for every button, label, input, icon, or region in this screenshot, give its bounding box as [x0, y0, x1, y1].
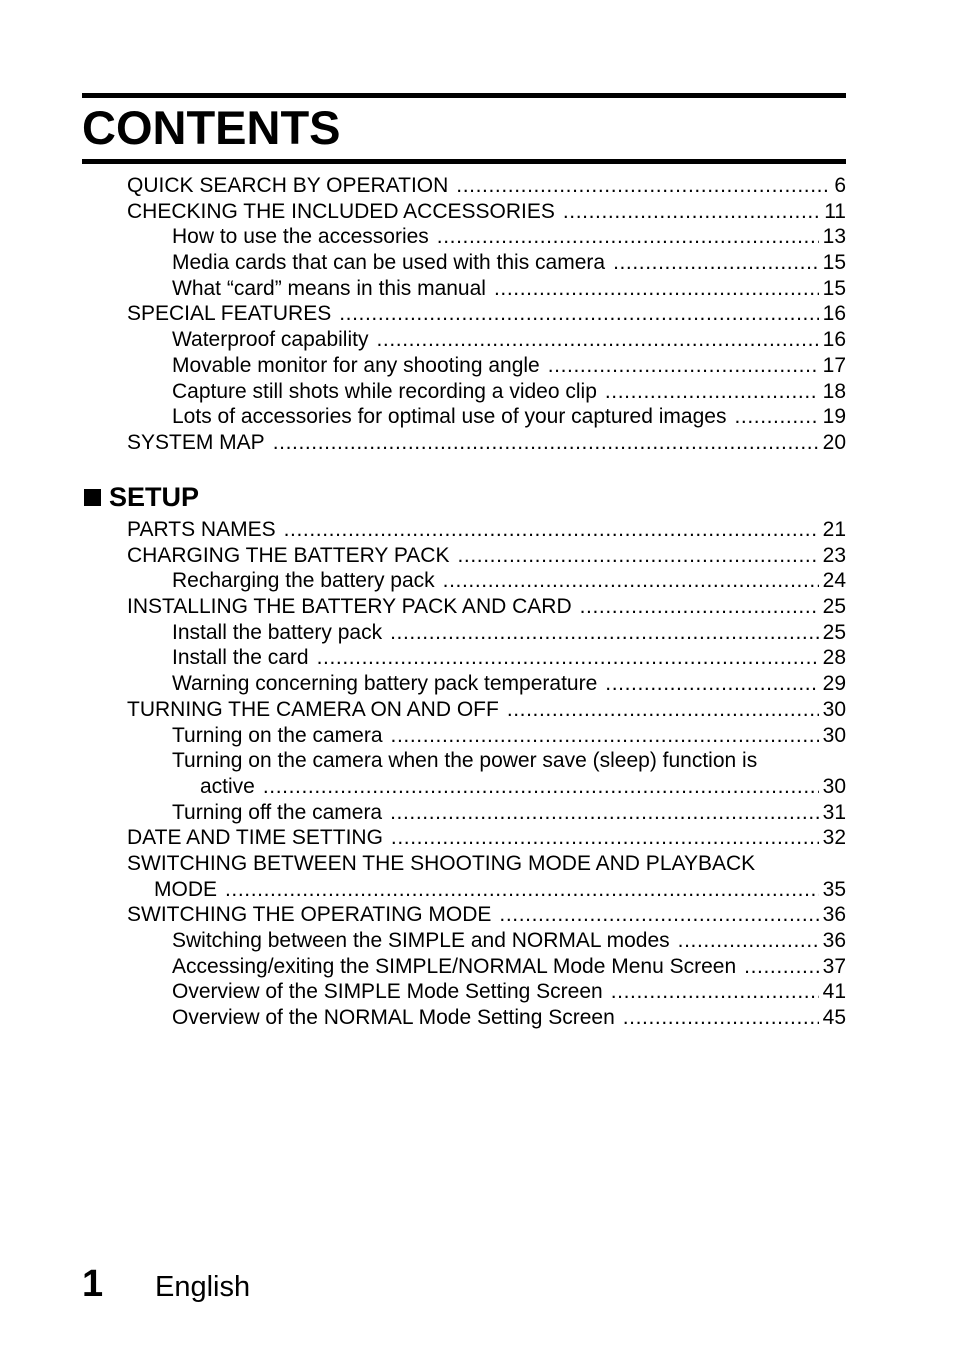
toc-entry-page: 16	[822, 328, 846, 352]
dot-leader	[443, 568, 819, 594]
toc-entry-title: Turning on the camera when the power save (sleep) function is	[172, 749, 758, 773]
toc-entry-title: DATE AND TIME SETTING	[127, 826, 383, 850]
dot-leader	[605, 671, 818, 697]
dot-leader	[273, 430, 819, 456]
dot-leader	[580, 594, 819, 620]
dot-leader	[457, 543, 818, 569]
toc-entry[interactable]	[0, 430, 954, 456]
toc-entry-title: Capture still shots while recording a video clip	[172, 379, 597, 403]
dot-leader	[563, 199, 820, 225]
toc-subentry[interactable]	[0, 645, 954, 671]
toc-entry-page: 41	[822, 980, 846, 1004]
toc-entry-page: 11	[824, 199, 846, 223]
toc-subentry[interactable]	[0, 250, 954, 276]
toc-entry-title: Turning off the camera	[172, 800, 383, 824]
toc-entry-page: 17	[822, 353, 846, 377]
toc-entry-page: 25	[822, 595, 846, 619]
toc-entry-title: SYSTEM MAP	[127, 430, 265, 454]
black-square-icon	[84, 489, 101, 506]
toc-entry-title: CHARGING THE BATTERY PACK	[127, 543, 450, 567]
toc-entry-title-cont: active	[200, 774, 255, 798]
dot-leader	[611, 979, 819, 1005]
toc-entry[interactable]	[0, 301, 954, 327]
toc-entry-wrapped[interactable]	[0, 851, 954, 877]
toc-entry-title: Install the battery pack	[172, 620, 383, 644]
dot-leader	[678, 928, 819, 954]
section-heading-setup	[84, 480, 199, 514]
toc-entry-page: 15	[822, 251, 846, 275]
toc-entry-title: SWITCHING BETWEEN THE SHOOTING MODE AND PLAYBACK	[127, 851, 756, 875]
language-label: English	[155, 1271, 251, 1303]
toc-entry-title: Waterproof capability	[172, 328, 369, 352]
toc-entry-title: Overview of the SIMPLE Mode Setting Screen	[172, 980, 603, 1004]
dot-leader	[613, 250, 819, 276]
toc-entry[interactable]	[0, 199, 954, 225]
toc-entry-continuation[interactable]	[0, 877, 954, 903]
dot-leader	[623, 1005, 819, 1031]
toc-entry[interactable]	[0, 825, 954, 851]
toc-entry-title: Switching between the SIMPLE and NORMAL modes	[172, 929, 670, 952]
toc-entry-page: 29	[822, 672, 846, 696]
toc-subentry-continuation[interactable]	[0, 774, 954, 800]
toc-entry-page: 15	[822, 276, 846, 300]
toc-entry-title: PARTS NAMES	[127, 518, 276, 541]
toc-subentry[interactable]	[0, 979, 954, 1005]
dot-leader	[605, 379, 819, 405]
toc-entry-title: Lots of accessories for optimal use of your captured images	[172, 405, 727, 429]
toc-entry-title: Recharging the battery pack	[172, 569, 435, 593]
toc-entry-page: 23	[822, 543, 846, 567]
toc-entry-title: TURNING THE CAMERA ON AND OFF	[127, 697, 499, 721]
toc-subentry[interactable]	[0, 379, 954, 405]
dot-leader	[744, 954, 819, 980]
toc-entry-title: INSTALLING THE BATTERY PACK AND CARD	[127, 595, 572, 619]
toc-entry-title: SWITCHING THE OPERATING MODE	[127, 903, 492, 927]
dot-leader	[391, 723, 819, 749]
toc-entry-title: QUICK SEARCH BY OPERATION	[127, 174, 449, 197]
toc-subentry-wrapped[interactable]	[0, 748, 954, 774]
toc-subentry[interactable]	[0, 620, 954, 646]
toc-subentry[interactable]	[0, 1005, 954, 1031]
toc-subentry[interactable]	[0, 723, 954, 749]
toc-entry-page: 30	[822, 697, 846, 721]
toc-entry-page: 31	[822, 800, 846, 824]
toc-subentry[interactable]	[0, 800, 954, 826]
toc-subentry[interactable]	[0, 327, 954, 353]
dot-leader	[390, 620, 819, 646]
toc-entry-title: Movable monitor for any shooting angle	[172, 353, 540, 377]
toc-entry-page: 19	[822, 405, 846, 429]
toc-entry-title-cont: MODE	[154, 877, 217, 901]
toc-entry-page: 18	[822, 379, 846, 403]
toc-subentry[interactable]	[0, 224, 954, 250]
toc-entry-title: Overview of the NORMAL Mode Setting Screen	[172, 1006, 615, 1030]
toc-entry-title: How to use the accessories	[172, 225, 429, 249]
dot-leader	[734, 404, 818, 430]
toc-subentry[interactable]	[0, 671, 954, 697]
dot-leader	[456, 173, 830, 199]
dot-leader	[317, 645, 819, 671]
toc-entry-page: 6	[834, 174, 846, 197]
toc-entry-page: 30	[822, 723, 846, 747]
title-top-rule	[82, 93, 846, 98]
toc-entry[interactable]	[0, 697, 954, 723]
toc-entry-page: 28	[822, 646, 846, 670]
toc-entry[interactable]	[0, 173, 954, 199]
toc-entry-page: 24	[822, 569, 846, 593]
dot-leader	[390, 800, 819, 826]
toc-entry-title: Accessing/exiting the SIMPLE/NORMAL Mode Menu Screen	[172, 954, 737, 978]
toc-entry-page: 35	[822, 877, 846, 901]
dot-leader	[225, 877, 819, 903]
toc-subentry[interactable]	[0, 404, 954, 430]
toc-entry-page: 20	[822, 430, 846, 454]
dot-leader	[339, 301, 818, 327]
toc-entry-page: 36	[822, 903, 846, 927]
page-number: 1	[82, 1263, 104, 1305]
toc-entry-page: 37	[822, 954, 846, 978]
toc-entry-title: What “card” means in this manual	[172, 276, 486, 300]
dot-leader	[376, 327, 818, 353]
toc-entry-page: 32	[822, 826, 846, 850]
toc-entry-page: 45	[822, 1006, 846, 1030]
toc-entry-title: Turning on the camera	[172, 723, 383, 747]
toc-entry-title: CHECKING THE INCLUDED ACCESSORIES	[127, 199, 555, 223]
toc-entry-page: 16	[822, 302, 846, 326]
page-title: CONTENTS	[82, 101, 341, 154]
toc-subentry[interactable]	[0, 928, 954, 954]
section-title: SETUP	[109, 482, 200, 512]
toc-entry-page: 21	[822, 518, 846, 541]
dot-leader	[263, 774, 819, 800]
toc-entry-page: 30	[822, 774, 846, 798]
title-bottom-rule	[82, 159, 846, 164]
toc-entry[interactable]	[0, 594, 954, 620]
dot-leader	[507, 697, 819, 723]
toc-entry-page: 13	[822, 225, 846, 249]
dot-leader	[494, 276, 819, 302]
toc-subentry[interactable]	[0, 568, 954, 594]
dot-leader	[284, 517, 819, 543]
toc-top	[0, 173, 954, 456]
toc-subentry[interactable]	[0, 353, 954, 379]
toc-entry-title: SPECIAL FEATURES	[127, 302, 332, 326]
dot-leader	[548, 353, 819, 379]
toc-entry-title: Install the card	[172, 646, 309, 670]
toc-entry[interactable]	[0, 517, 954, 543]
toc-setup	[0, 517, 954, 1031]
toc-subentry[interactable]	[0, 276, 954, 302]
dot-leader	[437, 224, 819, 250]
toc-entry[interactable]	[0, 543, 954, 569]
toc-entry-page: 25	[822, 620, 846, 644]
toc-subentry[interactable]	[0, 954, 954, 980]
toc-entry-page: 36	[822, 929, 846, 952]
toc-entry-title: Media cards that can be used with this camera	[172, 251, 606, 275]
toc-entry-title: Warning concerning battery pack temperature	[172, 672, 598, 696]
toc-entry[interactable]	[0, 902, 954, 928]
dot-leader	[391, 825, 819, 851]
dot-leader	[499, 902, 818, 928]
